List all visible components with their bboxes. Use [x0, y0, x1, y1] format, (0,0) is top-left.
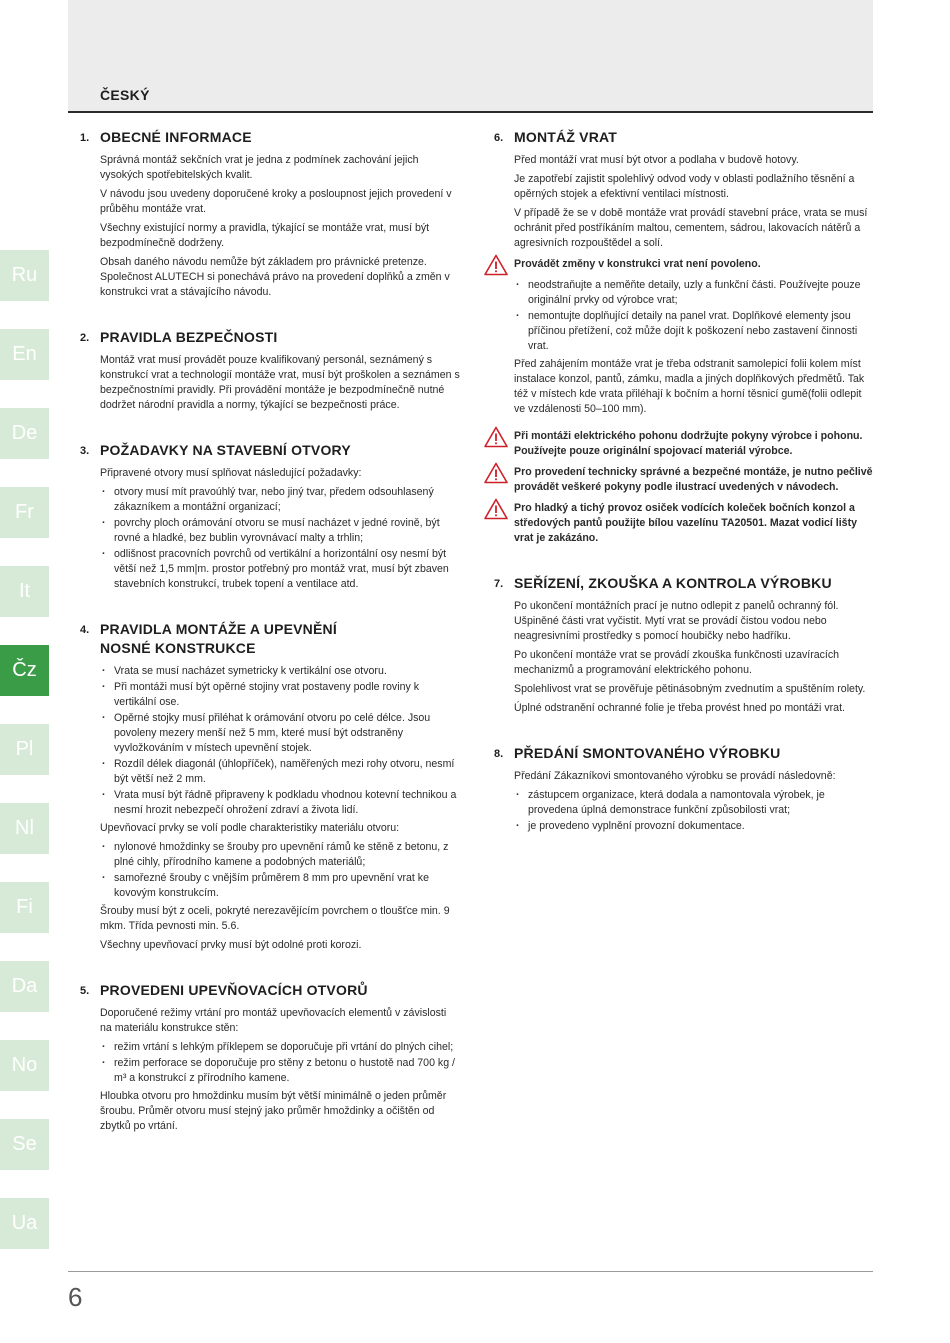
warning-icon [484, 426, 508, 448]
section-number: 2. [80, 332, 90, 344]
list-item: · je provedeno vyplnění provozní dokumentace. [514, 819, 874, 834]
warning-block [514, 465, 874, 495]
list-item: · zástupcem organizace, která dodala a namontovala výrobek, je provedena úplná demonstrace funkční způsobilosti vrat; [514, 788, 874, 818]
bullet-list [100, 664, 460, 818]
section-opening-requirements [80, 441, 460, 592]
list-item: · nylonové hmoždinky se šrouby pro upevnění rámů ke stěně z betonu, z plné cihly, přírodního kamene a podobných materiálů; [100, 840, 460, 870]
tab-de[interactable]: De [0, 408, 49, 459]
section-number: 3. [80, 445, 90, 457]
right-column [494, 128, 874, 862]
tab-se[interactable]: Se [0, 1119, 49, 1170]
tab-pl[interactable]: Pl [0, 724, 49, 775]
tab-no[interactable]: No [0, 1040, 49, 1091]
section-number: 7. [494, 578, 504, 590]
warning-text: Pro provedení technicky správné a bezpečné montáže, je nutno pečlivě provádět veškeré pokyny podle ilustrací uvedených v návodech. [514, 466, 873, 493]
paragraph: Správná montáž sekčních vrat je jedna z podmínek zachování jejich vysokých spotřebitelských kvalit. [100, 154, 419, 181]
paragraph: Po ukončení montáže vrat se provádí zkouška funkčnosti uzavíracích mechanizmů a programování elektrického pohonu. [514, 649, 840, 676]
section-number: 4. [80, 624, 90, 636]
paragraph: Předání Zákazníkovi smontovaného výrobku se provádí následovně: [514, 770, 836, 782]
language-title: ČESKÝ [100, 87, 150, 103]
paragraph: Je zapotřebí zajistit spolehlivý odvod vody v oblasti podlažního těsnění a opěrných stojek a efektivní ventilaci místnosti. [514, 173, 855, 200]
list-item: · Při montáži musí být opěrné stojiny vrat postaveny podle roviny k vertikální ose. [100, 680, 460, 710]
list-item: · nemontujte doplňující detaily na panel vrat. Doplňkové elementy jsou příčinou přetížení, což může dojít k poškození nebo zastavení činnosti vrat. [514, 309, 874, 354]
bullet-list [100, 1040, 460, 1086]
section-title: MONTÁŽ VRAT [514, 129, 618, 145]
list-item: · samořezné šrouby c vnějším průměrem 8 mm pro upevnění vrat ke kovovým konstrukcím. [100, 871, 460, 901]
list-item: · neodstraňujte a neměňte detaily, uzly a funkční části. Používejte pouze originální prvky od výrobce vrat; [514, 278, 874, 308]
warning-icon [484, 462, 508, 484]
warning-text: Při montáži elektrického pohonu dodržujte pokyny výrobce i pohonu. Používejte pouze originální spojovací materiál výrobce. [514, 430, 863, 457]
list-item: · Opěrné stojky musí přiléhat k orámování otvoru po celé délce. Jsou povoleny mezery menší než 5 mm, které musí být odstraněny vyvložkováním v místech upevnění stojek. [100, 711, 460, 756]
tab-ru[interactable]: Ru [0, 250, 49, 301]
warning-block [514, 257, 874, 272]
page-number: 6 [68, 1282, 83, 1312]
paragraph: Připravené otvory musí splňovat následující požadavky: [100, 467, 362, 479]
tab-fi[interactable]: Fi [0, 882, 49, 933]
section-title: SEŘÍZENÍ, ZKOUŠKA A KONTROLA VÝROBKU [514, 575, 832, 591]
list-item: · Vrata se musí nacházet symetricky k vertikální ose otvoru. [100, 664, 460, 679]
section-title: PŘEDÁNÍ SMONTOVANÉHO VÝROBKU [514, 745, 781, 761]
list-item: · povrchy ploch orámování otvoru se musí nacházet v jedné rovině, být rovné a hladké, bez bublin vyrovnávací malty a trhlin; [100, 516, 460, 546]
tab-da[interactable]: Da [0, 961, 49, 1012]
paragraph: Montáž vrat musí provádět pouze kvalifikovaný personál, seznámený s konstrukcí vrat a technologií montáže vrat, musí být proškolen a seznámen s bezpečnostními pravidly. Při provádění montáže je bezpodmínečně nutné dodržet národní pravidla a normy, týkající se bezpečnosti práce. [100, 354, 460, 411]
bullet-list [100, 485, 460, 592]
tab-en[interactable]: En [0, 329, 49, 380]
warning-block [514, 501, 874, 546]
section-number: 5. [80, 985, 90, 997]
paragraph: Všechny existující normy a pravidla, týkající se montáže vrat, musí být bezpodmínečně dodrženy. [100, 222, 430, 249]
section-title-line1: PRAVIDLA MONTÁŽE A UPEVNĚNÍ [100, 621, 337, 637]
bullet-list [514, 788, 874, 834]
section-door-mounting [494, 128, 874, 546]
list-item: · odlišnost pracovních povrchů od vertikální a horizontální osy nesmí být větší než 1,5 mm|m. prostor potřebný pro montáž vrat, musí být zbaven stavebních konstrukcí, trubek topení a ventilace atd. [100, 547, 460, 592]
footer-divider [68, 1271, 873, 1272]
paragraph: Hloubka otvoru pro hmoždinku musím být větší minimálně o jeden průměr šroubu. Průměr otvoru musí stejný jako průměr hmoždinky a očištěn od zbytků po vrtání. [100, 1090, 447, 1132]
section-title: OBECNÉ INFORMACE [100, 129, 252, 145]
section-number: 6. [494, 132, 504, 144]
section-title-line2: NOSNÉ KONSTRUKCE [100, 640, 256, 656]
bullet-list [514, 278, 874, 354]
warning-text: Pro hladký a tichý provoz osiček vodících koleček bočních konzol a středových pantů použijte bílou vazelínu TA20501. Mazat vodicí lišty vrat je zakázáno. [514, 502, 857, 544]
tab-it[interactable]: It [0, 566, 49, 617]
list-item: · Rozdíl délek diagonál (úhlopříček), naměřených mezi rohy otvoru, nesmí být větší než 2 mm. [100, 757, 460, 787]
section-adjustment-testing [494, 574, 874, 716]
paragraph: Po ukončení montážních prací je nutno odlepit z panelů ochranný fól. Ušpiněné části vrat vyčistit. Mytí vrat se provádí čistou vodou nebo neagresivními prostředky s pomocí houbičky nebo hadříku. [514, 600, 839, 642]
warning-icon [484, 254, 508, 276]
paragraph: Před montáží vrat musí být otvor a podlaha v budově hotovy. [514, 154, 799, 166]
paragraph: Spolehlivost vrat se prověřuje pětinásobným zvednutím a spuštěním rolety. [514, 683, 866, 695]
paragraph: Doporučené režimy vrtání pro montáž upevňovacích elementů v závislosti na materiálu konstrukce stěn: [100, 1007, 447, 1034]
paragraph: V návodu jsou uvedeny doporučené kroky a posloupnost jejich provedení v průběhu montáže vrat. [100, 188, 452, 215]
section-drilling [80, 981, 460, 1134]
section-title: PRAVIDLA BEZPEČNOSTI [100, 329, 278, 345]
paragraph: Úplné odstranění ochranné folie je třeba provést hned po montáži vrat. [514, 702, 845, 714]
paragraph: Obsah daného návodu nemůže být základem pro právnické pretenze. Společnost ALUTECH si ponechává právo na provedení doplňků a změn v konstrukci vrat a stávajícího návodu. [100, 256, 450, 298]
section-handover [494, 744, 874, 834]
section-safety-rules [80, 328, 460, 413]
tab-cz[interactable]: Čz [0, 645, 49, 696]
left-column [80, 128, 460, 1162]
section-title: POŽADAVKY NA STAVEBNÍ OTVORY [100, 442, 351, 458]
paragraph: Šrouby musí být z oceli, pokryté nerezavějícím povrchem o tloušťce min. 9 mkm. Třída pevnosti min. 5.6. [100, 905, 450, 932]
tab-fr[interactable]: Fr [0, 487, 49, 538]
paragraph: V případě že se v době montáže vrat provádí stavební práce, vrata se musí ochránit před postříkáním maltou, cementem, sádrou, lakovacích nátěrů a agresivních rozpouštědel a solí. [514, 207, 868, 249]
paragraph: Upevňovací prvky se volí podle charakteristiky materiálu otvoru: [100, 822, 400, 834]
bullet-list [100, 840, 460, 901]
list-item: · otvory musí mít pravoúhlý tvar, nebo jiný tvar, předem odsouhlasený zákazníkem a montážní organizací; [100, 485, 460, 515]
warning-text: Provádět změny v konstrukci vrat není povoleno. [514, 258, 761, 270]
paragraph: Před zahájením montáže vrat je třeba odstranit samolepicí folii kolem míst instalace konzol, pantů, zámku, madla a jiných doplňkových předmětů. Tak též v místech kde vrata přiléhají k bočním a horní těsnicí gumě(folii odlepit ve vzdálenosti 50–100 mm). [514, 358, 865, 415]
section-number: 8. [494, 748, 504, 760]
list-item: · režim vrtání s lehkým příklepem se doporučuje při vrtání do plných cihel; [100, 1040, 460, 1055]
section-number: 1. [80, 132, 90, 144]
paragraph: Všechny upevňovací prvky musí být odolné proti korozi. [100, 939, 362, 951]
section-general-info [80, 128, 460, 300]
section-mounting-rules [80, 620, 460, 953]
warning-icon [484, 498, 508, 520]
tab-ua[interactable]: Ua [0, 1198, 49, 1249]
section-title: PROVEDENI UPEVŇOVACÍCH OTVORŮ [100, 982, 368, 998]
list-item: · režim perforace se doporučuje pro stěny z betonu o hustotě nad 700 kg / m³ a konstrukcí z přírodního kamene. [100, 1056, 460, 1086]
warning-block [514, 429, 874, 459]
tab-nl[interactable]: Nl [0, 803, 49, 854]
header-band [68, 0, 873, 113]
list-item: · Vrata musí být řádně připraveny k podkladu vhodnou kotevní technikou a nesmí hrozit nebezpečí ohrožení zdraví a života lidí. [100, 788, 460, 818]
